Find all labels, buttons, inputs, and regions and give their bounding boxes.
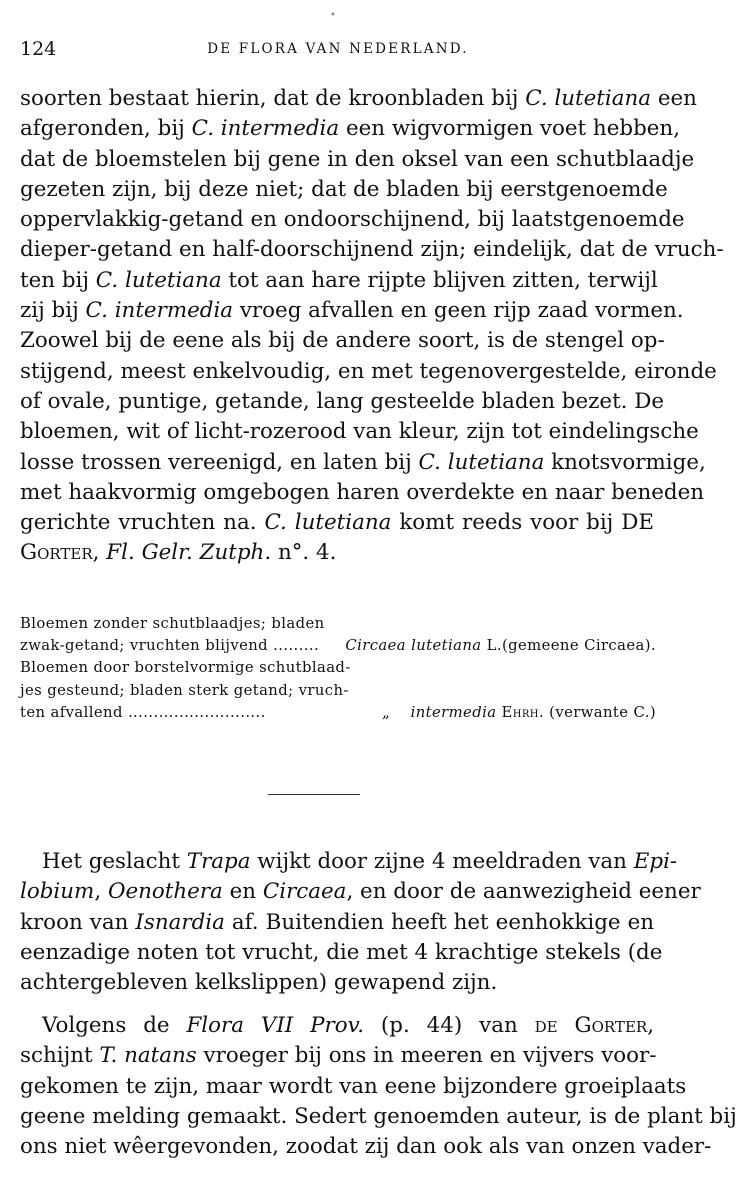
paragraph-2: [20, 847, 701, 998]
text-line: dieper-getand en half-doorschijnend zijn; eindelijk, dat de vruch-: [20, 237, 724, 263]
species-key: [20, 613, 656, 724]
text-line: achtergebleven kelkslippen) gewapend zijn.: [20, 970, 498, 996]
paragraph-1: [20, 84, 724, 569]
text-line: Volgens de Flora VII Prov. (p. 44) van de Gorter,: [42, 1013, 654, 1038]
text-line: gekomen te zijn, maar wordt van eene bijzondere groeiplaats: [20, 1073, 687, 1099]
text-line: afgeronden, bij C. intermedia een wigvormigen voet hebben,: [20, 116, 680, 142]
scan-speck: •: [330, 10, 336, 21]
text-line: met haakvormig omgebogen haren overdekte en naar beneden: [20, 479, 705, 505]
text-line: lobium, Oenothera en Circaea, en door de aanwezigheid eener: [20, 879, 701, 905]
text-line: gezeten zijn, bij deze niet; dat de bladen bij eerstgenoemde: [20, 176, 668, 202]
text-line: zij bij C. intermedia vroeg afvallen en geen rijp zaad vormen.: [20, 298, 684, 324]
page-number: 124: [20, 38, 57, 60]
text-line: Het geslacht Trapa wijkt door zijne 4 meeldraden van Epi-: [42, 849, 678, 874]
text-line: stijgend, meest enkelvoudig, en met tegenovergestelde, eironde: [20, 358, 717, 384]
key-row: jes gesteund; bladen sterk getand; vruch-: [20, 681, 349, 699]
page-header: [20, 38, 656, 62]
text-line: bloemen, wit of licht-rozerood van kleur, zijn tot eindelingsche: [20, 419, 699, 445]
text-line: dat de bloemstelen bij gene in den oksel van een schutblaadje: [20, 146, 695, 172]
text-line: eenzadige noten tot vrucht, die met 4 krachtige stekels (de: [20, 939, 663, 965]
section-divider: [268, 794, 360, 795]
text-line: Zoowel bij de eene als bij de andere soort, is de stengel op-: [20, 328, 665, 354]
key-row: zwak-getand; vruchten blijvend ......... Circaea lutetiana L.(gemeene Circaea).: [20, 637, 656, 655]
text-line: schijnt T. natans vroeger bij ons in meeren en vijvers voor-: [20, 1043, 657, 1069]
text-line: of ovale, puntige, getande, lang gesteelde bladen bezet. De: [20, 388, 665, 414]
text-line: oppervlakkig-getand en ondoorschijnend, bij laatstgenoemde: [20, 207, 685, 233]
paragraph-3: [20, 1011, 737, 1162]
text-line: geene melding gemaakt. Sedert genoemden auteur, is de plant bij: [20, 1103, 737, 1129]
text-line: kroon van Isnardia af. Buitendien heeft het eenhokkige en: [20, 909, 655, 935]
text-line: Gorter, Fl. Gelr. Zutph. n°. 4.: [20, 540, 337, 566]
key-row: ten afvallend ........................... „ intermedia Ehrh. (verwante C.): [20, 703, 656, 721]
text-line: ons niet wêergevonden, zoodat zij dan ook als van onzen vader-: [20, 1134, 712, 1160]
key-row: Bloemen zonder schutblaadjes; bladen: [20, 615, 325, 632]
running-title: DE FLORA VAN NEDERLAND.: [207, 41, 469, 57]
text-line: losse trossen vereenigd, en laten bij C. lutetiana knotsvormige,: [20, 449, 706, 475]
text-line: soorten bestaat hierin, dat de kroonbladen bij C. lutetiana een: [20, 86, 697, 111]
key-row: Bloemen door borstelvormige schutblaad-: [20, 659, 351, 677]
text-line: gerichte vruchten na. C. lutetiana komt reeds voor bij DE: [20, 510, 655, 536]
text-line: ten bij C. lutetiana tot aan hare rijpte blijven zitten, terwijl: [20, 267, 658, 293]
